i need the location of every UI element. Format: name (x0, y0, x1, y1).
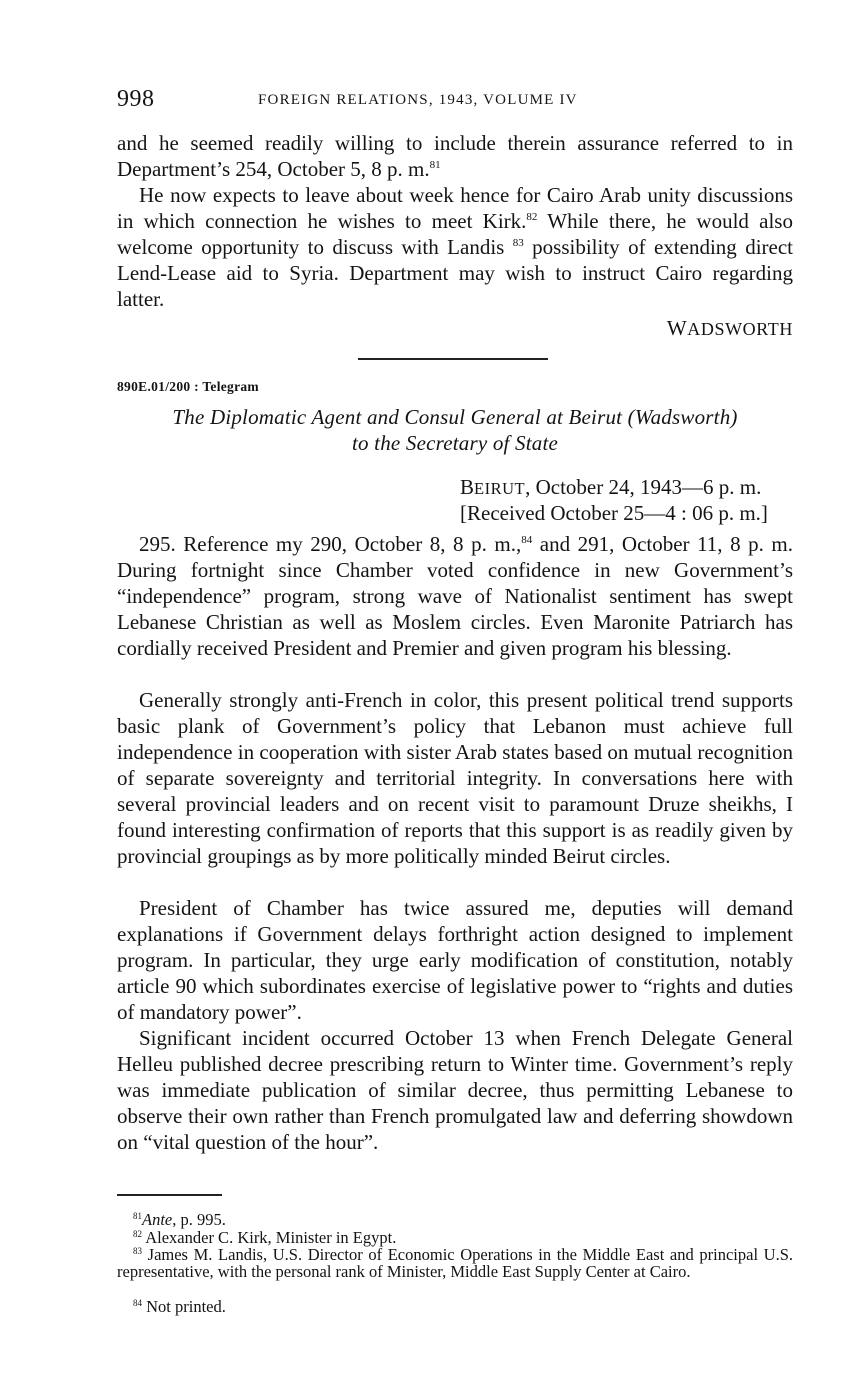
document-reference: 890E.01/200 : Telegram (117, 379, 259, 394)
continuation-paragraph-1: and he seemed readily willing to include therein assurance referred to in Department’s 254, October 5, 8 p. m.$^{81}$ (117, 131, 793, 181)
footnote-ref-83[interactable]: 83 (512, 237, 524, 249)
body-paragraph-1: 295. Reference my 290, October 8, 8 p. m.,$^{84}$ and 291, October 11, 8 p. m. During fortnight since Chamber voted confidence in new Government’s “independence” program, strong wave of Nationalist sentiment has swept Lebanese Christian as well as Moslem circles. Even Maronite Patriarch has cordially received President and Premier and given program his blessing. (117, 532, 793, 660)
body-paragraph-4: Significant incident occurred October 13 when French Delegate General Helleu published decree prescribing return to Winter time. Government’s reply was immediate publication of similar decree, thus permitting Lebanese to observe their own rather than French promulgated law and deferring showdown on “vital question of the hour”. (117, 1026, 793, 1154)
footnote-83: $^{83}$ James M. Landis, U.S. Director of Economic Operations in the Middle East and principal U.S. representative, with the personal rank of Minister, Middle East Supply Center at Cairo. (117, 1245, 794, 1281)
page-number: 998 (117, 86, 155, 112)
footnote-82: $^{82}$ Alexander C. Kirk, Minister in Egypt. (133, 1228, 397, 1247)
signature: WADSWORTH (666, 316, 793, 340)
footnote-divider (117, 1194, 222, 1196)
footnote-ref-84[interactable]: 84 (521, 534, 533, 546)
body-paragraph-3: President of Chamber has twice assured me, deputies will demand explanations if Government delays forthright action designed to implement program. In particular, they urge early modification of constitution, notably article 90 which subordinates exercise of legislative power to “rights and duties of mandatory power”. (117, 896, 793, 1024)
footnote-84: $^{84}$ Not printed. (133, 1297, 226, 1316)
continuation-paragraph-2: He now expects to leave about week hence for Cairo Arab unity discussions in which connection he wishes to meet Kirk.$^{82}$ While there, he would also welcome opportunity to discuss with Landis $^{83}$ possibility of extending direct Lend-Lease aid to Syria. Department may wish to instruct Cairo regarding latter. (117, 183, 794, 311)
footnote-81: $^{81}$Ante, p. 995. (133, 1210, 226, 1229)
running-head: FOREIGN RELATIONS, 1943, VOLUME IV (258, 92, 578, 108)
footnote-ref-82[interactable]: 82 (526, 211, 538, 223)
dateline: BEIRUT, October 24, 1943—6 p. m. (460, 475, 762, 499)
document-title-line-2: to the Secretary of State (352, 431, 558, 455)
page-header (117, 86, 793, 116)
document-title (117, 404, 793, 456)
document-title-line-1: The Diplomatic Agent and Consul General at Beirut (Wadsworth) (172, 405, 738, 429)
received-line: [Received October 25—4 : 06 p. m.] (460, 501, 768, 525)
section-divider (358, 358, 548, 360)
footnote-ref-81[interactable]: 81 (429, 159, 441, 171)
body-paragraph-2: Generally strongly anti-French in color, this present political trend supports basic plank of Government’s policy that Lebanon must achieve full independence in cooperation with sister Arab states based on mutual recognition of separate sovereignty and territorial integrity. In conversations here with several provincial leaders and on recent visit to paramount Druze sheikhs, I found interesting confirmation of reports that this support is as readily given by provincial groupings as by more politically minded Beirut circles. (117, 688, 793, 868)
